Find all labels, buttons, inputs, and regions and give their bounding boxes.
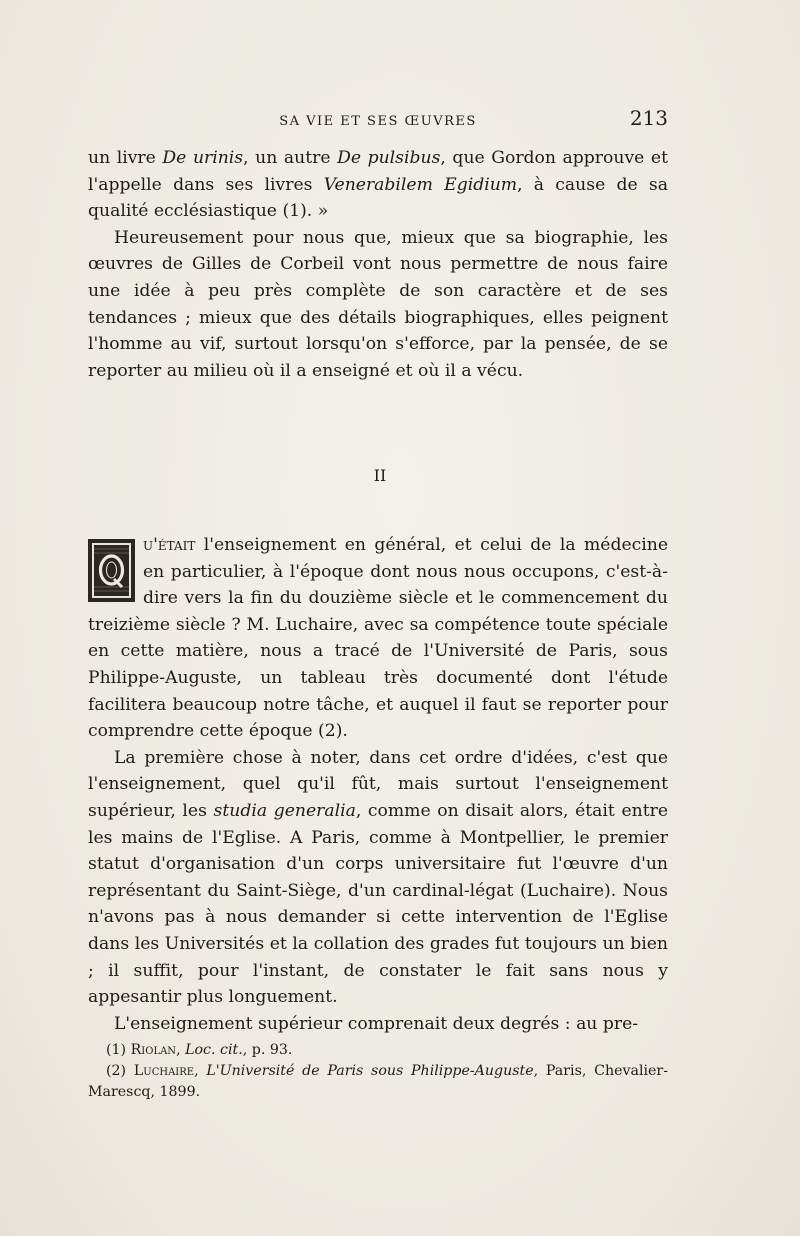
italic-title: De pulsibus [337,148,441,168]
text-run: , à cause de sa qualité ecclésiastique (1). » [88,174,668,222]
text-run: , [194,1063,207,1079]
running-head [88,106,668,136]
dropcap-letter: Q [111,603,113,604]
text-run: , comme on disait alors, était entre les mains de l'Eglise. A Paris, comme à Montpellier, le premier statut d'organisation d'un corps universitaire fut l'œuvre d'un représentant du Saint-Siège, d'un cardinal-légat (Luchaire). Nous n'avons pas à nous demander si cette intervention de l'Eglise dans les Universités et la collation des grades fut toujours un bien ; il suffit, pour l'instant, de constater le fait sans nous y appesantir plus longuement. [88,800,668,1008]
text-run: , Paris, Chevalier-Marescq, 1899. [88,1063,669,1100]
italic-term: studia generalia [213,800,356,821]
text-run: l'enseignement en général, et celui de la médecine en particulier, à l'époque dont nous nous occupons, c'est-à-dire vers la fin du douzième siècle et le commencement du treizième siècle ? M. Luchaire, avec sa compétence toute spéciale en cette matière, nous a tracé de l'Université de Paris, sous Philippe-Auguste, un tableau très documenté dont l'étude facilitera beaucoup notre tâche, et auquel il faut se reporter pour comprendre cette époque (2). [88,535,668,742]
text-run: La première chose à noter, dans cet ordre d'idées, c'est que l'enseignement, quel qu'il fût, mais surtout l'enseignement supérieur, les [88,747,668,821]
footnote-author: Riolan [130,1042,177,1058]
section-number: II [373,466,387,485]
ornamental-dropcap-q-icon [88,539,135,602]
text-run: un livre [88,148,163,168]
footnote-2 [88,1061,668,1103]
paragraph-oeuvres: Heureusement pour nous que, mieux que sa biographie, les œuvres de Gilles de Corbeil vont nous permettre de nous faire une idée à peu près complète de son caractère et de ses tendances ; mieux que des détails biographiques, elles peignent l'homme au vif, surtout lorsqu'on s'efforce, par la pensée, de se reporter au milieu où il a enseigné et où il a vécu. [88,227,668,381]
text-run: , p. 93. [242,1042,293,1058]
footnotes [88,1040,668,1103]
section-text-block [88,532,668,1037]
paragraph-degres: L'enseignement supérieur comprenait deux degrés : au pre- [114,1013,639,1034]
footnote-mark: (2) [106,1063,134,1079]
lead-in-smallcaps: u'était [143,535,196,555]
footnote-author: Luchaire [133,1063,195,1079]
footnote-work: Loc. cit. [185,1042,243,1058]
page-number: 213 [629,106,668,130]
paragraph-enseignement [88,532,668,745]
paragraph-eglise [88,745,668,1011]
italic-title: De urinis [162,148,244,168]
footnote-work: L'Université de Paris sous Philippe-Auguste [206,1063,534,1079]
running-title: SA VIE ET SES ŒUVRES [279,114,477,129]
text-run: , un autre [243,148,338,168]
opening-text-block [88,145,668,384]
footnote-mark: (1) [106,1042,131,1058]
italic-title: Venerabilem Egidium [323,174,518,195]
text-run: , [176,1042,186,1058]
footnote-1 [88,1040,668,1061]
text-run: , que Gordon approuve et l'appelle dans ses livres [88,148,668,195]
paragraph-continuation [88,145,668,225]
